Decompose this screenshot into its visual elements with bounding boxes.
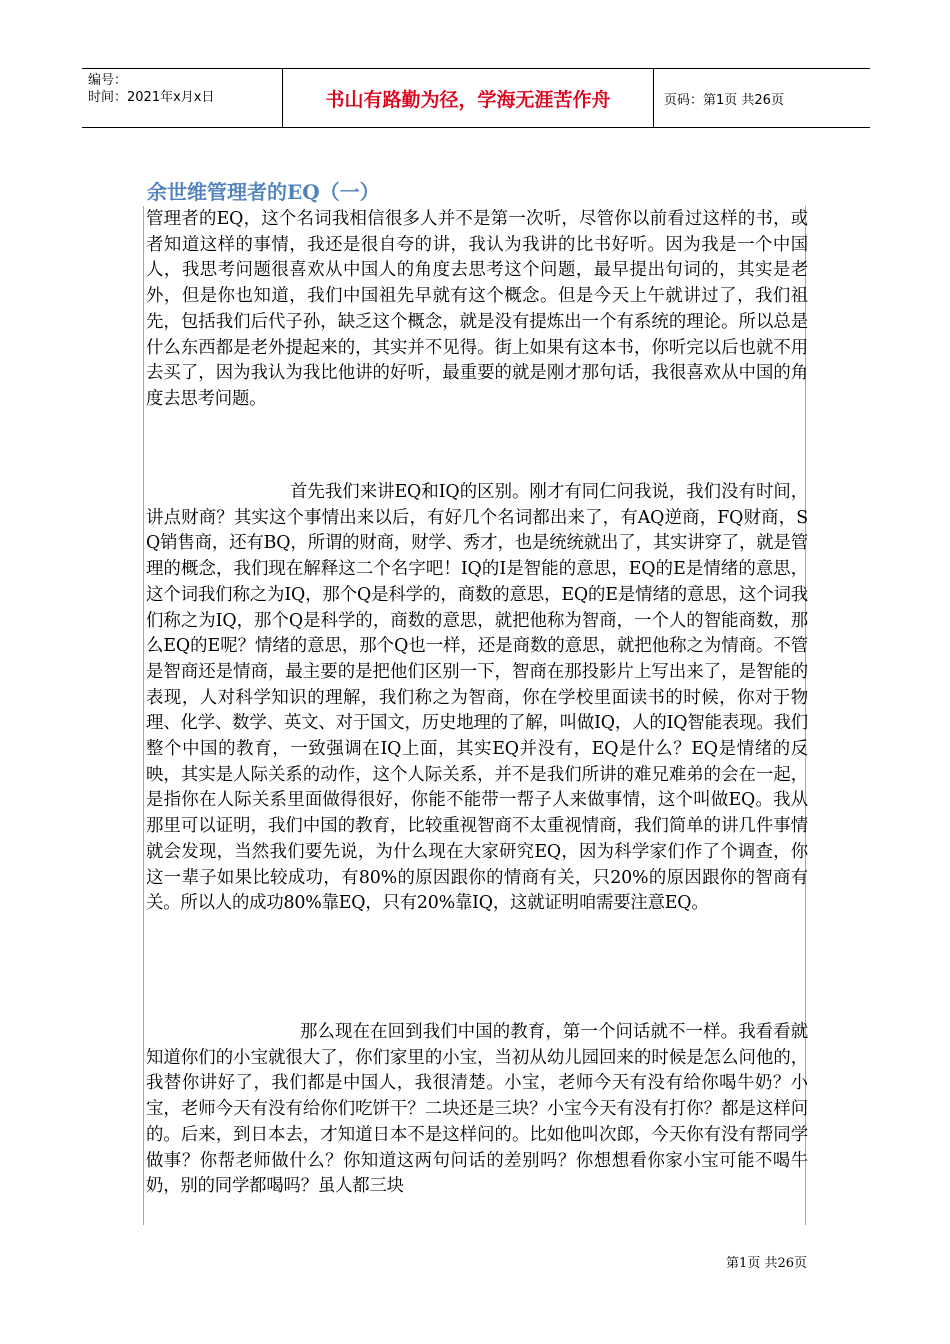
paragraph-1: 管理者的EQ，这个名词我相信很多人并不是第一次听，尽管你以前看过这样的书，或者知道这样的事情，我还是很自夸的讲，我认为我讲的比书好听。因为我是一个中国人，我思考问题很喜欢从中国人的角度去思考这个问题，最早提出句词的，其实是老外，但是你也知道，我们中国祖先早就有这个概念。但是今天上午就讲过了，我们祖先，包括我们后代子孙，缺乏这个概念，就是没有提炼出一个有系统的理论。所以总是什么东西都是老外提起来的，其实并不见得。街上如果有这本书，你听完以后也就不用去买了，因为我认为我比他讲的好听，最重要的就是刚才那句话，我很喜欢从中国的角度去思考问题。: [146, 209, 808, 409]
paragraph-2: 首先我们来讲EQ和IQ的区别。刚才有同仁问我说，我们没有时间，讲点财商？其实这个事情出来以后，有好几个名词都出来了，有AQ逆商，FQ财商，SQ销售商，还有BQ，所谓的财商，财学、秀才，也是统统就出了，其实讲穿了，就是管理的概念，我们现在解释这二个名字吧！IQ的I是智能的意思，EQ的E是情绪的意思，这个词我们称之为IQ，那个Q是科学的，商数的意思，EQ的E是情绪的意思，这个词我们称之为IQ，那个Q是科学的，商数的意思，就把他称为智商，一个人的智能商数，那么EQ的E呢？情绪的意思，那个Q也一样，还是商数的意思，就把他称之为情商。不管是智商还是情商，最主要的是把他们区别一下，智商在那投影片上写出来了，是智能的表现，人对科学知识的理解，我们称之为智商，你在学校里面读书的时候，你对于物理、化学、数学、英文、对于国文，历史地理的了解，叫做IQ，人的IQ智能表现。我们整个中国的教育，一致强调在IQ上面，其实EQ并没有，EQ是什么？EQ是情绪的反映，其实是人际关系的动作，这个人际关系，并不是我们所讲的难兄难弟的会在一起，是指你在人际关系里面做得很好，你能不能带一帮子人来做事情，这个叫做EQ。我从那里可以证明，我们中国的教育，比较重视智商不太重视情商，我们简单的讲几件事情就会发现，当然我们要先说，为什么现在大家研究EQ，因为科学家们作了个调查，你这一辈子如果比较成功，有80%的原因跟你的情商有关，只20%的原因跟你的智商有关。所以人的成功80%靠EQ，只有20%靠IQ，这就证明咱需要注意EQ。: [146, 482, 808, 914]
paragraph-3: 那么现在在回到我们中国的教育，第一个问话就不一样。我看看就知道你们的小宝就很大了，你们家里的小宝，当初从幼儿园回来的时候是怎么问他的，我替你讲好了，我们都是中国人，我很清楚。小宝，老师今天有没有给你喝牛奶？小宝，老师今天有没有给你们吃饼干？二块还是三块？小宝今天有没有打你？都是这样问的。后来，到日本去，才知道日本不是这样问的。比如他叫次郎，今天你有没有帮同学做事？你帮老师做什么？你知道这两句问话的差别吗？你想想看你家小宝可能不喝牛奶，别的同学都喝吗？虽人都三块: [146, 1022, 808, 1197]
header-meta: [82, 69, 282, 127]
document-number-label: 编号：: [88, 73, 128, 88]
page-footer: 第1页 共26页: [726, 1256, 807, 1271]
document-date: 时间：2021年x月x日: [88, 90, 215, 105]
document-title: 余世维管理者的EQ（一）: [147, 180, 380, 204]
header-motto: 书山有路勤为径，学海无涯苦作舟: [282, 69, 654, 127]
page-header: [82, 68, 870, 128]
header-page-info: 页码：第1页 共26页: [664, 92, 784, 108]
